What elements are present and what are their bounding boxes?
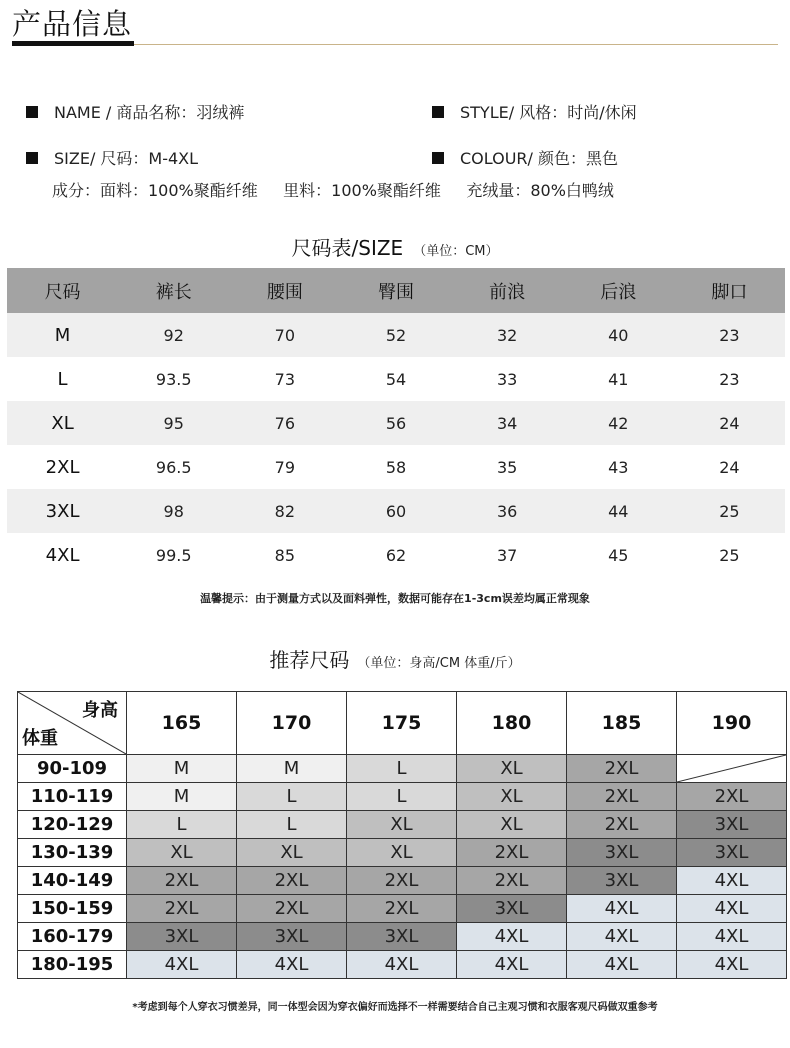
info-style-text: STYLE/ 风格：时尚/休闲 bbox=[460, 103, 637, 122]
size-label-cell: 3XL bbox=[7, 489, 118, 533]
bullet-square-icon bbox=[26, 106, 38, 118]
info-colour bbox=[432, 146, 618, 169]
size-value-cell: 41 bbox=[563, 357, 674, 401]
corner-header-cell bbox=[18, 692, 127, 755]
size-value-cell: 93.5 bbox=[118, 357, 229, 401]
recommended-size-cell: 4XL bbox=[677, 923, 787, 951]
recommended-size-cell: 2XL bbox=[127, 867, 237, 895]
recommended-size-cell: 4XL bbox=[677, 867, 787, 895]
empty-size-cell bbox=[677, 755, 787, 783]
recommended-size-cell: 2XL bbox=[567, 755, 677, 783]
recommended-size-cell: 3XL bbox=[237, 923, 347, 951]
recommended-size-cell: M bbox=[237, 755, 347, 783]
table-row bbox=[7, 357, 785, 401]
size-value-cell: 42 bbox=[563, 401, 674, 445]
size-header-cell: 裤长 bbox=[118, 268, 229, 313]
size-value-cell: 82 bbox=[229, 489, 340, 533]
size-value-cell: 58 bbox=[340, 445, 451, 489]
recommend-unit: （单位：身高/CM 体重/斤） bbox=[357, 656, 521, 671]
size-chart-unit: （单位：CM） bbox=[413, 244, 499, 259]
size-label-cell: L bbox=[7, 357, 118, 401]
recommended-size-cell: 4XL bbox=[677, 895, 787, 923]
size-table-header-row bbox=[7, 268, 785, 313]
recommend-table bbox=[17, 691, 787, 979]
size-value-cell: 96.5 bbox=[118, 445, 229, 489]
size-value-cell: 45 bbox=[563, 533, 674, 577]
recommended-size-cell: 2XL bbox=[347, 867, 457, 895]
info-name bbox=[26, 100, 244, 123]
height-header-cell: 165 bbox=[127, 692, 237, 755]
table-row bbox=[18, 923, 787, 951]
table-row bbox=[18, 755, 787, 783]
recommended-size-cell: M bbox=[127, 755, 237, 783]
size-label-cell: 4XL bbox=[7, 533, 118, 577]
table-row bbox=[7, 313, 785, 357]
recommended-size-cell: 4XL bbox=[457, 923, 567, 951]
table-row bbox=[18, 895, 787, 923]
size-value-cell: 92 bbox=[118, 313, 229, 357]
footnote: *考虑到每个人穿衣习惯差异，同一体型会因为穿衣偏好而选择不一样需要结合自己主观习惯和衣服客观尺码做双重参考 bbox=[132, 1002, 658, 1013]
recommended-size-cell: XL bbox=[457, 811, 567, 839]
recommended-size-cell: 4XL bbox=[567, 951, 677, 979]
size-header-cell: 前浪 bbox=[452, 268, 563, 313]
size-value-cell: 44 bbox=[563, 489, 674, 533]
size-value-cell: 76 bbox=[229, 401, 340, 445]
info-composition: 成分：面料：100%聚酯纤维 里料：100%聚酯纤维 充绒量：80%白鸭绒 bbox=[52, 181, 614, 200]
recommended-size-cell: L bbox=[347, 783, 457, 811]
size-value-cell: 34 bbox=[452, 401, 563, 445]
height-header-cell: 180 bbox=[457, 692, 567, 755]
table-row bbox=[18, 839, 787, 867]
size-header-cell: 腰围 bbox=[229, 268, 340, 313]
page-title: 产品信息 bbox=[12, 7, 133, 41]
size-value-cell: 54 bbox=[340, 357, 451, 401]
weight-range-cell: 130-139 bbox=[18, 839, 127, 867]
info-style bbox=[432, 100, 637, 123]
recommended-size-cell: 2XL bbox=[457, 839, 567, 867]
recommended-size-cell: 2XL bbox=[457, 867, 567, 895]
recommended-size-cell: XL bbox=[457, 783, 567, 811]
recommended-size-cell: 2XL bbox=[567, 783, 677, 811]
recommended-size-cell: XL bbox=[347, 839, 457, 867]
recommended-size-cell: M bbox=[127, 783, 237, 811]
size-value-cell: 43 bbox=[563, 445, 674, 489]
diagonal-divider-icon bbox=[677, 755, 786, 782]
size-value-cell: 25 bbox=[674, 489, 785, 533]
size-value-cell: 36 bbox=[452, 489, 563, 533]
recommend-title-text: 推荐尺码 bbox=[269, 648, 350, 672]
recommended-size-cell: XL bbox=[127, 839, 237, 867]
title-underline-bar bbox=[12, 41, 134, 46]
measurement-tip: 温馨提示：由于测量方式以及面料弹性，数据可能存在1-3cm误差均属正常现象 bbox=[200, 592, 590, 605]
height-header-cell: 175 bbox=[347, 692, 457, 755]
recommended-size-cell: 3XL bbox=[347, 923, 457, 951]
size-value-cell: 73 bbox=[229, 357, 340, 401]
recommended-size-cell: 4XL bbox=[237, 951, 347, 979]
size-value-cell: 95 bbox=[118, 401, 229, 445]
height-header-cell: 170 bbox=[237, 692, 347, 755]
recommended-size-cell: XL bbox=[347, 811, 457, 839]
recommended-size-cell: 4XL bbox=[677, 951, 787, 979]
recommended-size-cell: 4XL bbox=[567, 895, 677, 923]
recommended-size-cell: L bbox=[237, 811, 347, 839]
recommended-size-cell: 2XL bbox=[237, 895, 347, 923]
weight-range-cell: 160-179 bbox=[18, 923, 127, 951]
info-size-text: SIZE/ 尺码：M-4XL bbox=[54, 149, 199, 168]
recommended-size-cell: 3XL bbox=[677, 839, 787, 867]
weight-range-cell: 140-149 bbox=[18, 867, 127, 895]
size-table-body bbox=[7, 313, 785, 577]
weight-range-cell: 110-119 bbox=[18, 783, 127, 811]
recommend-table-body bbox=[18, 755, 787, 979]
table-row bbox=[18, 783, 787, 811]
recommended-size-cell: 4XL bbox=[457, 951, 567, 979]
size-value-cell: 25 bbox=[674, 533, 785, 577]
bullet-square-icon bbox=[432, 106, 444, 118]
bullet-square-icon bbox=[432, 152, 444, 164]
recommended-size-cell: 3XL bbox=[127, 923, 237, 951]
recommended-size-cell: 2XL bbox=[237, 867, 347, 895]
table-row bbox=[18, 867, 787, 895]
size-header-cell: 臀围 bbox=[340, 268, 451, 313]
size-value-cell: 99.5 bbox=[118, 533, 229, 577]
size-value-cell: 23 bbox=[674, 357, 785, 401]
size-value-cell: 98 bbox=[118, 489, 229, 533]
size-header-cell: 尺码 bbox=[7, 268, 118, 313]
info-size bbox=[26, 146, 198, 169]
corner-weight-label: 体重 bbox=[22, 728, 58, 749]
table-row bbox=[7, 533, 785, 577]
size-value-cell: 60 bbox=[340, 489, 451, 533]
size-label-cell: 2XL bbox=[7, 445, 118, 489]
table-row bbox=[7, 489, 785, 533]
recommended-size-cell: 3XL bbox=[677, 811, 787, 839]
table-row bbox=[7, 445, 785, 489]
size-value-cell: 40 bbox=[563, 313, 674, 357]
title-divider-line bbox=[134, 44, 778, 45]
size-label-cell: M bbox=[7, 313, 118, 357]
height-header-cell: 190 bbox=[677, 692, 787, 755]
size-value-cell: 23 bbox=[674, 313, 785, 357]
size-header-cell: 后浪 bbox=[563, 268, 674, 313]
info-name-text: NAME / 商品名称：羽绒裤 bbox=[54, 103, 245, 122]
size-value-cell: 33 bbox=[452, 357, 563, 401]
table-row bbox=[7, 401, 785, 445]
corner-height-label: 身高 bbox=[82, 700, 118, 721]
table-row bbox=[18, 811, 787, 839]
size-value-cell: 85 bbox=[229, 533, 340, 577]
size-value-cell: 32 bbox=[452, 313, 563, 357]
recommended-size-cell: XL bbox=[237, 839, 347, 867]
recommended-size-cell: 3XL bbox=[457, 895, 567, 923]
weight-range-cell: 90-109 bbox=[18, 755, 127, 783]
size-table bbox=[7, 268, 785, 577]
recommended-size-cell: 2XL bbox=[347, 895, 457, 923]
recommend-header-row bbox=[18, 692, 787, 755]
recommended-size-cell: 2XL bbox=[567, 811, 677, 839]
size-value-cell: 24 bbox=[674, 401, 785, 445]
recommended-size-cell: 2XL bbox=[677, 783, 787, 811]
size-value-cell: 24 bbox=[674, 445, 785, 489]
recommended-size-cell: 3XL bbox=[567, 839, 677, 867]
size-header-cell: 脚口 bbox=[674, 268, 785, 313]
recommend-title bbox=[0, 644, 790, 673]
size-chart-title bbox=[0, 232, 790, 261]
recommended-size-cell: L bbox=[237, 783, 347, 811]
recommended-size-cell: 2XL bbox=[127, 895, 237, 923]
size-value-cell: 56 bbox=[340, 401, 451, 445]
bullet-square-icon bbox=[26, 152, 38, 164]
recommended-size-cell: 4XL bbox=[127, 951, 237, 979]
size-chart-title-text: 尺码表/SIZE bbox=[291, 236, 404, 260]
size-value-cell: 52 bbox=[340, 313, 451, 357]
size-value-cell: 37 bbox=[452, 533, 563, 577]
recommended-size-cell: 4XL bbox=[347, 951, 457, 979]
size-label-cell: XL bbox=[7, 401, 118, 445]
recommended-size-cell: 4XL bbox=[567, 923, 677, 951]
weight-range-cell: 120-129 bbox=[18, 811, 127, 839]
recommended-size-cell: L bbox=[347, 755, 457, 783]
size-value-cell: 62 bbox=[340, 533, 451, 577]
weight-range-cell: 180-195 bbox=[18, 951, 127, 979]
height-header-cell: 185 bbox=[567, 692, 677, 755]
recommended-size-cell: L bbox=[127, 811, 237, 839]
recommended-size-cell: 3XL bbox=[567, 867, 677, 895]
weight-range-cell: 150-159 bbox=[18, 895, 127, 923]
size-value-cell: 35 bbox=[452, 445, 563, 489]
size-value-cell: 70 bbox=[229, 313, 340, 357]
size-value-cell: 79 bbox=[229, 445, 340, 489]
info-colour-text: COLOUR/ 颜色：黑色 bbox=[460, 149, 619, 168]
table-row bbox=[18, 951, 787, 979]
recommended-size-cell: XL bbox=[457, 755, 567, 783]
